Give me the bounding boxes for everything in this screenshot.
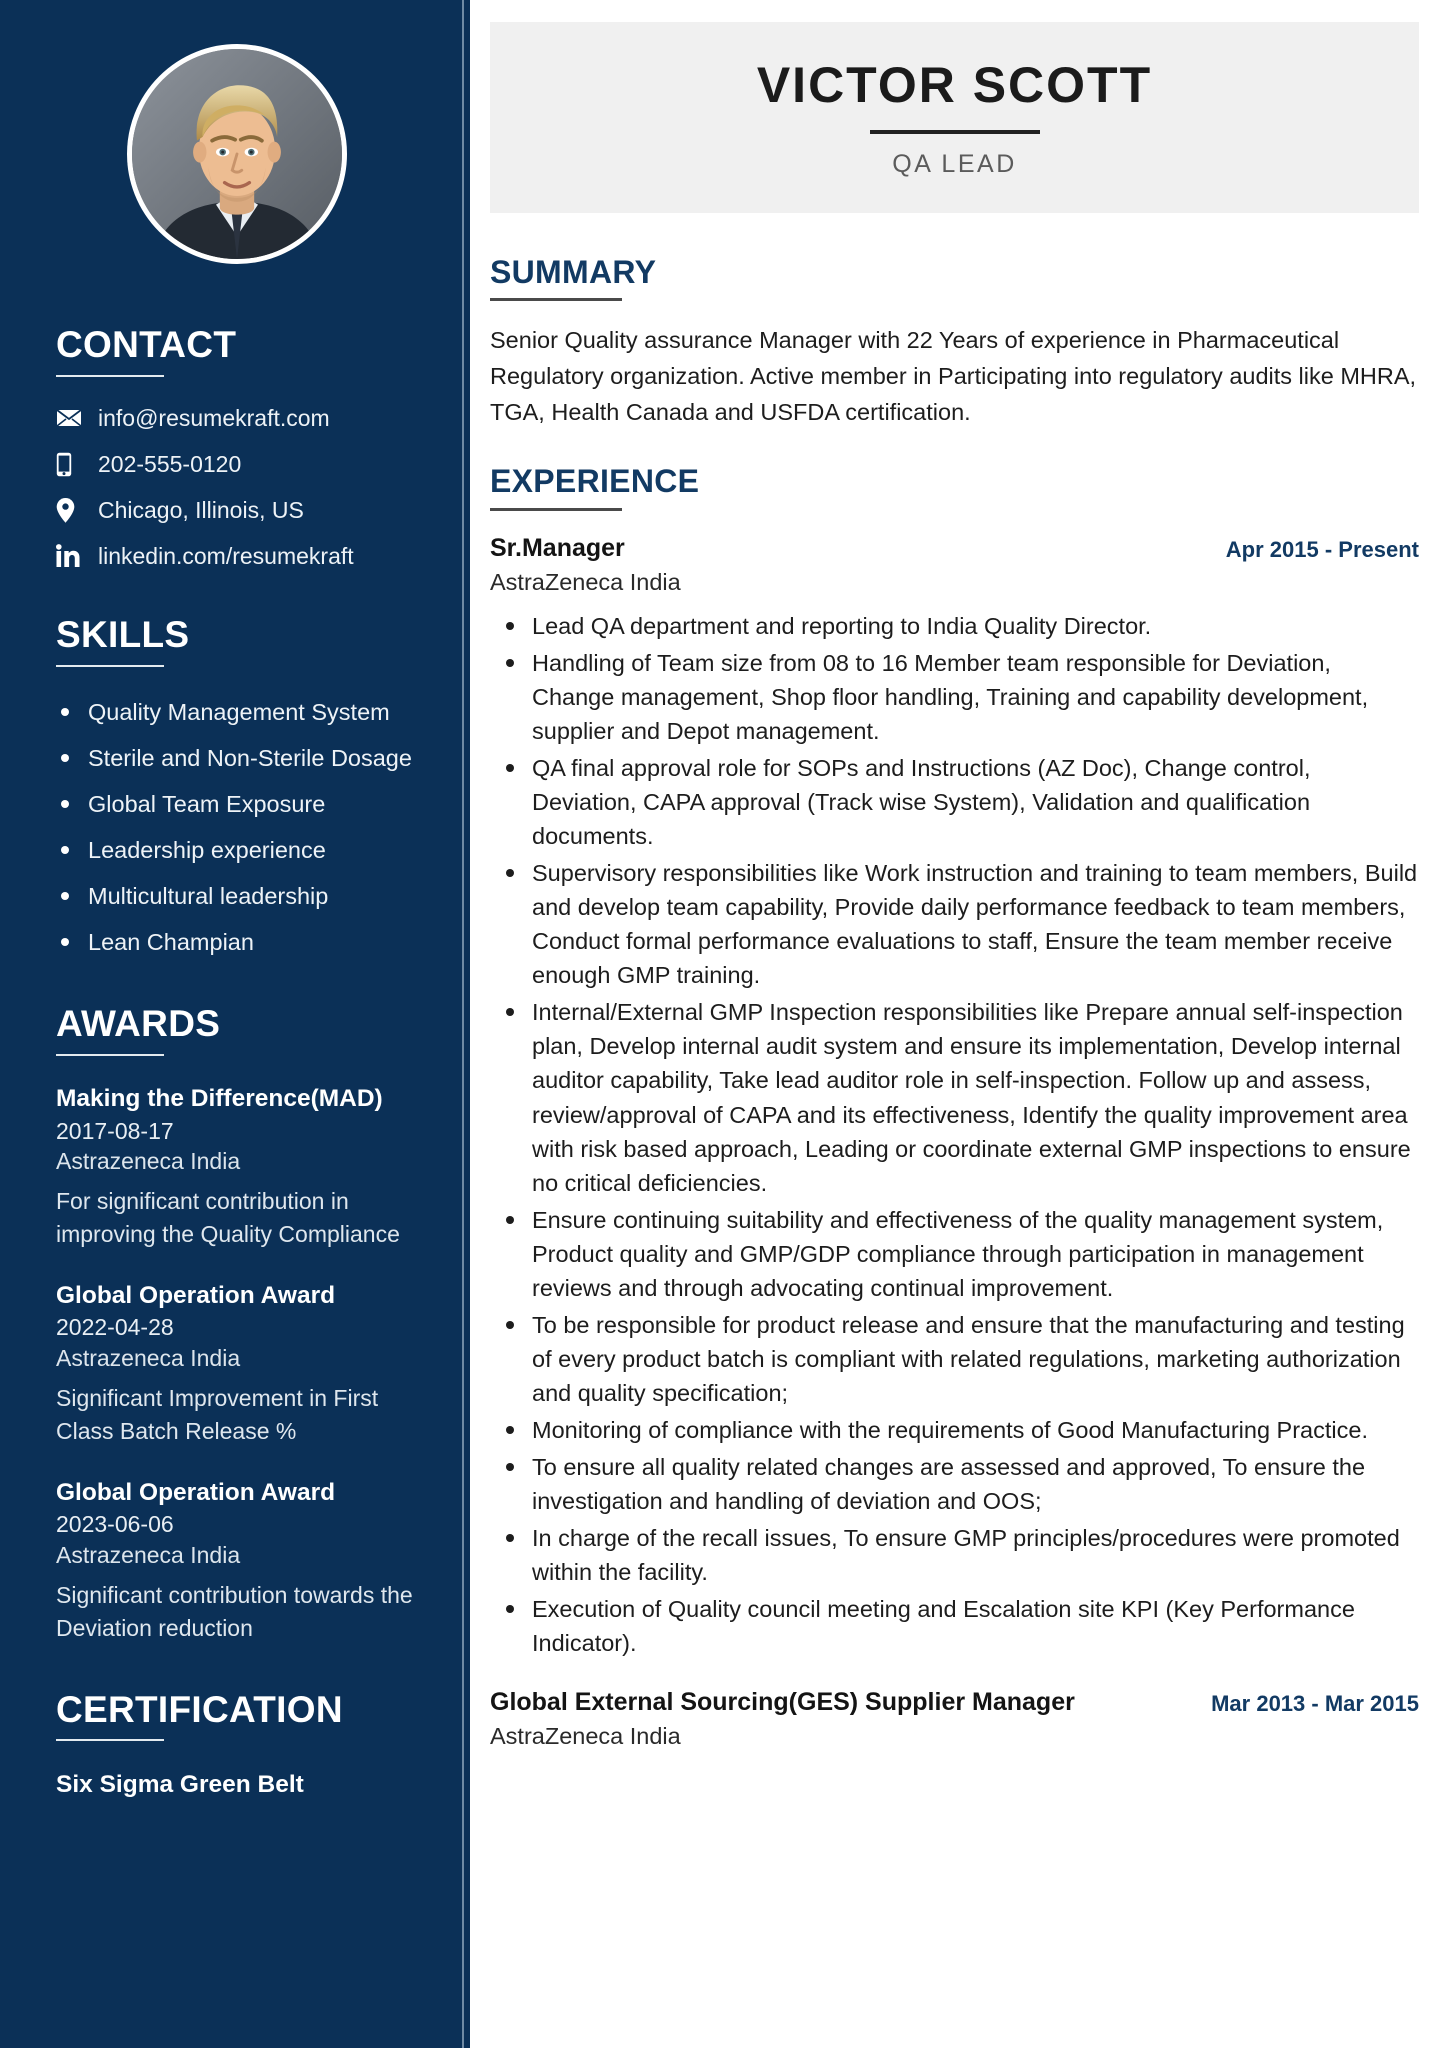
award-date: 2023-06-06	[56, 1511, 174, 1538]
contact-item-phone[interactable]	[56, 451, 418, 478]
linkedin-icon	[56, 544, 86, 568]
summary-section	[490, 255, 1419, 430]
contact-item-linkedin[interactable]	[56, 543, 418, 570]
experience-heading-rule	[490, 508, 622, 511]
list-item: Execution of Quality council meeting and Escalation site KPI (Key Performance Indicator).	[494, 1592, 1419, 1660]
envelope-icon	[56, 409, 86, 427]
profile-photo	[127, 44, 347, 264]
award-title: Global Operation Award	[56, 1281, 336, 1309]
awards-section	[56, 1005, 418, 1644]
list-item: Monitoring of compliance with the requirements of Good Manufacturing Practice.	[494, 1413, 1419, 1447]
award-title: Global Operation Award	[56, 1478, 336, 1506]
summary-text: Senior Quality assurance Manager with 22 Years of experience in Pharmaceutical Regulatory organization. Active member in Participating into regulatory audits like MHRA, TGA, Health Canada and USFDA certification.	[490, 327, 1417, 425]
job-dates: Apr 2015 - Present	[1225, 536, 1419, 562]
sidebar-edge-divider	[462, 0, 470, 2048]
summary-heading-rule	[490, 298, 622, 301]
list-item: Internal/External GMP Inspection responsibilities like Prepare annual self-inspection plan, Develop internal audit system and ensure its implementation, Develop internal auditor capability, Take lead auditor role in self-inspection. Follow up and assess, review/approval of CAPA and its effectiveness, Identify the quality improvement area with risk based approach, Leading or coordinate external GMP inspections to ensure no critical deficiencies.	[494, 995, 1419, 1199]
list-item: Handling of Team size from 08 to 16 Member team responsible for Deviation, Change management, Shop floor handling, Training and capability development, supplier and Depot management.	[494, 646, 1419, 748]
main-content	[470, 0, 1447, 2048]
award-date: 2017-08-17	[56, 1117, 174, 1144]
certification-item: Six Sigma Green Belt	[56, 1771, 304, 1799]
experience-entry	[490, 1687, 1419, 1753]
list-item: To be responsible for product release and ensure that the manufacturing and testing of every product batch is compliant with related regulations, marketing authorization and quality specification;	[494, 1308, 1419, 1410]
list-item: Supervisory responsibilities like Work instruction and training to team members, Build and develop team capability, Provide daily performance feedback to team members, Conduct formal performance evaluations to staff, Ensure the team member receive enough GMP training.	[494, 856, 1419, 992]
contact-heading: CONTACT	[56, 324, 237, 365]
job-bullet-list	[490, 609, 1419, 1661]
award-description: Significant Improvement in First Class Batch Release %	[56, 1385, 379, 1444]
contact-location-text: Chicago, Illinois, US	[98, 496, 304, 523]
certification-heading-rule	[56, 1739, 164, 1741]
award-organization: Astrazeneca India	[56, 1345, 241, 1372]
job-title: Sr.Manager	[490, 533, 625, 562]
experience-heading: EXPERIENCE	[490, 463, 700, 500]
name-divider	[870, 130, 1040, 134]
contact-section	[56, 326, 418, 570]
phone-icon	[56, 452, 86, 477]
awards-heading-rule	[56, 1054, 164, 1056]
job-organization: AstraZeneca India	[490, 1722, 681, 1749]
list-item: To ensure all quality related changes are assessed and approved, To ensure the investigation and handling of deviation and OOS;	[494, 1450, 1419, 1518]
award-description: Significant contribution towards the Deviation reduction	[56, 1582, 413, 1641]
list-item: Sterile and Non-Sterile Dosage	[56, 741, 418, 775]
name-banner	[490, 22, 1419, 213]
experience-entry	[490, 533, 1419, 1661]
list-item: In charge of the recall issues, To ensure GMP principles/procedures were promoted within the facility.	[494, 1521, 1419, 1589]
award-organization: Astrazeneca India	[56, 1148, 241, 1175]
experience-entry-header	[490, 1687, 1419, 1753]
award-entry	[56, 1084, 418, 1251]
list-item: Global Team Exposure	[56, 787, 418, 821]
list-item: Leadership experience	[56, 833, 418, 867]
contact-item-location[interactable]	[56, 497, 418, 524]
skills-section	[56, 613, 418, 959]
award-title: Making the Difference(MAD)	[56, 1084, 383, 1112]
job-dates: Mar 2013 - Mar 2015	[1211, 1690, 1419, 1716]
job-organization: AstraZeneca India	[490, 568, 681, 595]
contact-email-text: info@resumekraft.com	[98, 404, 330, 431]
page-title: VICTOR SCOTT	[756, 57, 1153, 113]
list-item: Multicultural leadership	[56, 879, 418, 913]
sidebar	[0, 0, 470, 2048]
summary-heading: SUMMARY	[490, 254, 657, 290]
profile-photo-illustration	[132, 49, 342, 259]
award-organization: Astrazeneca India	[56, 1542, 241, 1569]
contact-list	[56, 405, 418, 570]
awards-heading: AWARDS	[56, 1003, 221, 1045]
contact-linkedin-text: linkedin.com/resumekraft	[98, 542, 354, 569]
contact-heading-rule	[56, 375, 164, 377]
certification-section	[56, 1688, 418, 1802]
avatar	[56, 44, 418, 264]
job-title: Global External Sourcing(GES) Supplier Manager	[490, 1687, 1075, 1716]
experience-section	[490, 464, 1419, 1752]
award-date: 2022-04-28	[56, 1314, 174, 1341]
skills-heading: SKILLS	[56, 613, 190, 655]
list-item: Quality Management System	[56, 695, 418, 729]
award-entry	[56, 1281, 418, 1448]
skills-heading-rule	[56, 665, 164, 667]
contact-item-email[interactable]	[56, 405, 418, 432]
location-pin-icon	[56, 498, 86, 523]
skills-list	[56, 695, 418, 959]
list-item: Lead QA department and reporting to India Quality Director.	[494, 609, 1419, 643]
certification-heading: CERTIFICATION	[56, 1688, 343, 1730]
list-item: Lean Champian	[56, 925, 418, 959]
job-subtitle: QA LEAD	[892, 150, 1017, 178]
award-description: For significant contribution in improving the Quality Compliance	[56, 1188, 400, 1248]
award-entry	[56, 1478, 418, 1645]
experience-entry-header	[490, 533, 1419, 599]
list-item: Ensure continuing suitability and effectiveness of the quality management system, Product quality and GMP/GDP compliance through participation in management reviews and through advocating continual improvement.	[494, 1203, 1419, 1305]
contact-phone-text: 202-555-0120	[98, 450, 242, 477]
list-item: QA final approval role for SOPs and Instructions (AZ Doc), Change control, Deviation, CAPA approval (Track wise System), Validation and qualification documents.	[494, 751, 1419, 853]
